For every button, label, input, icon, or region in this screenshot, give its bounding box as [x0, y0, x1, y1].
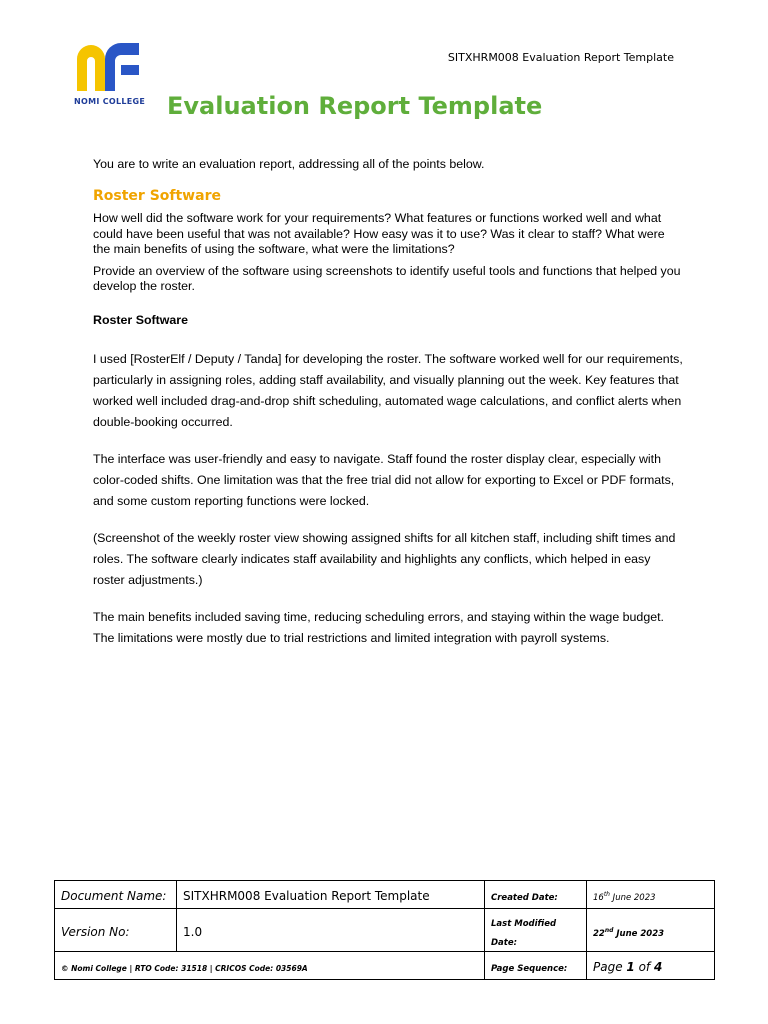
logo-text: NOMI COLLEGE	[74, 97, 146, 106]
copyright-notice: © Nomi College | RTO Code: 31518 | CRICOS Code: 03569A	[55, 952, 485, 980]
answer-paragraph-1: I used [RosterElf / Deputy / Tanda] for developing the roster. The software worked well for our requirements, particularly in assigning roles, adding staff availability, and visually planning out the week. Key features that worked well included drag-and-drop shift scheduling, automated wage calculations, and conflict alerts when double-booking occurred.	[93, 352, 683, 429]
document-header-code: SITXHRM008 Evaluation Report Template	[447, 51, 674, 64]
modified-date-label: Last Modified Date:	[485, 909, 587, 952]
version-label: Version No:	[55, 909, 177, 952]
created-date-value: 16th June 2023	[587, 881, 715, 909]
answer-paragraph-2: The interface was user-friendly and easy to navigate. Staff found the roster display clear, especially with color-coded shifts. One limitation was that the free trial did not allow for exporting to Excel or PDF formats, and some custom reporting functions were locked.	[93, 452, 675, 508]
version-value: 1.0	[177, 909, 485, 952]
doc-name-label: Document Name:	[55, 881, 177, 909]
intro-text: You are to write an evaluation report, addressing all of the points below.	[93, 157, 485, 171]
created-date-label: Created Date:	[485, 881, 587, 909]
section-heading: Roster Software	[93, 187, 221, 204]
modified-date-value: 22nd June 2023	[587, 909, 715, 952]
answer-paragraph-4: The main benefits included saving time, reducing scheduling errors, and staying within the wage budget. The limitations were mostly due to trial restrictions and limited integration with payroll systems.	[93, 610, 664, 645]
page-sequence-value: Page 1 of 4	[587, 952, 715, 980]
doc-name-value: SITXHRM008 Evaluation Report Template	[177, 881, 485, 909]
document-body	[93, 157, 683, 665]
question-paragraph-1: How well did the software work for your requirements? What features or functions worked well and what could have been useful that was not available? How easy was it to use? Was it clear to staff? What were the main benefits of using the software, what were the limitations?	[93, 211, 665, 256]
answer-paragraph-3: (Screenshot of the weekly roster view showing assigned shifts for all kitchen staff, including shift times and roles. The software clearly indicates staff availability and highlights any conflicts, which helped in easy roster adjustments.)	[93, 531, 676, 587]
page-sequence-label: Page Sequence:	[485, 952, 587, 980]
document-footer-table	[54, 880, 715, 980]
page-title: Evaluation Report Template	[167, 92, 543, 120]
question-paragraph-2: Provide an overview of the software using screenshots to identify useful tools and functions that helped you develop the roster.	[93, 263, 681, 293]
answer-heading: Roster Software	[93, 312, 189, 327]
